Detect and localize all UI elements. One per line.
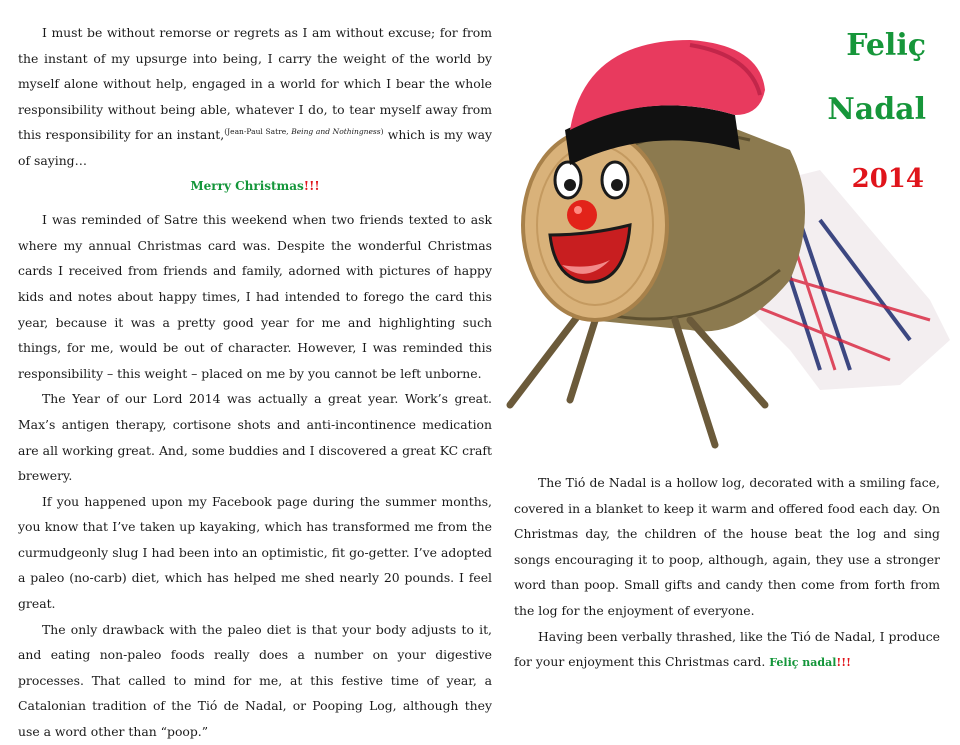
red-nose: [567, 200, 597, 230]
merry-christmas: Merry Christmas!!!: [190, 178, 320, 193]
paragraph-paleo: The only drawback with the paleo diet is that your body adjusts to it, and eating non-paleo foods really does a number on your digestive processes. That called to mind for me, at this festive time of year, a Catalonian tradition of the Tió de Nadal, or Pooping Log, although they use a word other than “poop.”: [18, 621, 492, 740]
quote-citation: (Jean-Paul Satre, Being and Nothingness): [224, 127, 384, 137]
paragraph-closing: Having been verbally thrashed, like the Tió de Nadal, I produce for your enjoyment this Christmas card. Feliç nadal!!!: [514, 628, 940, 670]
quote-paragraph: I must be without remorse or regrets as I am without excuse; for from the instant of my upsurge into being, I carry the weight of the world by myself alone without help, engaged in a world for which I bear the whole responsibility without being able, whatever I do, to tear myself away from this responsibility for an instant,$^{(Jean-Paul Satre, Being and Nothingness)}$ which is my way of saying…: [18, 25, 492, 168]
felic-nadal-inline: Feliç nadal: [769, 656, 837, 670]
tio-de-nadal-image: [490, 20, 960, 460]
paragraph-year: The Year of our Lord 2014 was actually a great year. Work’s great. Max’s antigen therapy, cortisone shots and anti-incontinence medication are all working great. And, some buddies and I discovered a great KC craft brewery.: [18, 391, 492, 484]
paragraph-facebook: If you happened upon my Facebook page during the summer months, you know that I’ve taken up kayaking, which has transformed me from the curmudgeonly slug I had been into an optimistic, fit go-getter. I’ve adopted a paleo (no-carb) diet, which has helped me shed nearly 20 pounds. I feel great.: [18, 493, 492, 612]
title-year: 2014: [851, 164, 924, 194]
log-face: [523, 130, 667, 320]
title-nadal: Nadal: [827, 92, 926, 127]
paragraph-tio: The Tió de Nadal is a hollow log, decorated with a smiling face, covered in a blanket to keep it warm and offered food each day. On Christmas day, the children of the house beat the log and sing songs encouraging it to poop, although, again, they use a stronger word than poop. Small gifts and candy then come from forth from the log for the enjoyment of everyone.: [514, 475, 940, 618]
title-felic: Feliç: [846, 28, 926, 63]
left-column: [18, 20, 492, 745]
right-column: [514, 470, 940, 676]
paragraph-satre: I was reminded of Satre this weekend when two friends texted to ask where my annual Christmas card was. Despite the wonderful Christmas cards I received from friends and family, adorned with pictures of happy kids and notes about happy times, I had intended to forego the card this year, because it was a pretty good year for me and highlighting such things, for me, would be out of character. However, I was reminded this responsibility – this weight – placed on me by you cannot be left unborne.: [18, 212, 492, 381]
